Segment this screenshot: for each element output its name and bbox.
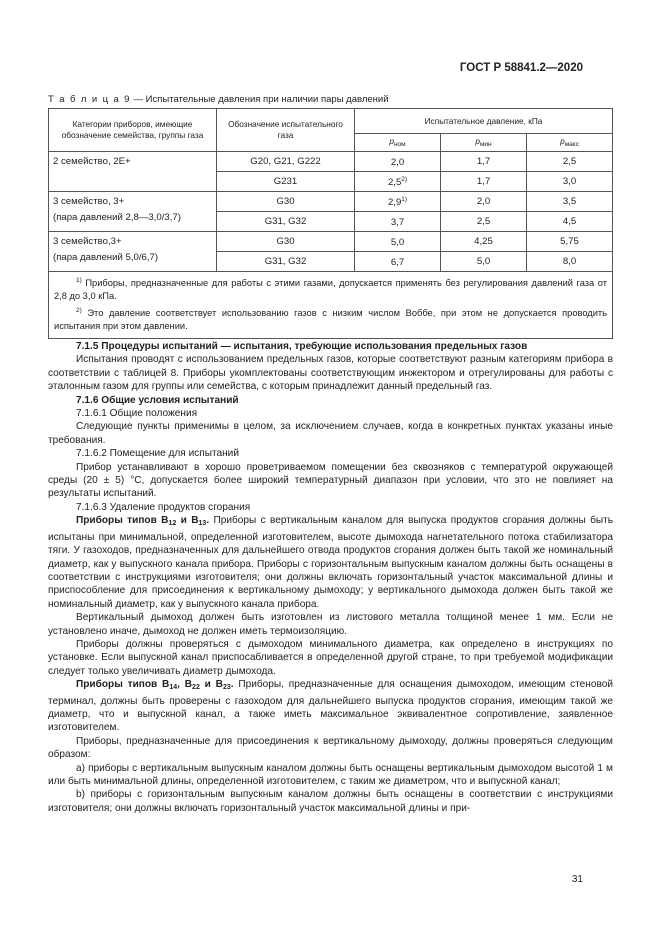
paragraph: Вертикальный дымоход должен быть изготовлен из листового металла толщиной менее 1 мм. Если не установлено иначе, дымоход не должен иметь термоизоляцию. bbox=[48, 612, 613, 637]
p-nom-cell: 2,0 bbox=[355, 152, 441, 172]
col-header-category: Категории приборов, имеющие обозначение семейства, группы газа bbox=[49, 109, 217, 152]
table-row bbox=[49, 192, 613, 212]
gas-cell: G31, G32 bbox=[217, 252, 355, 272]
table-row bbox=[49, 232, 613, 252]
p-nom-cell: 6,7 bbox=[355, 252, 441, 272]
col-header-p-max: $p_{макс}$ bbox=[527, 134, 613, 152]
table-row bbox=[49, 152, 613, 172]
p-min-cell: 4,25 bbox=[441, 232, 527, 252]
table-caption-text: — Испытательные давления при наличии пары давлений bbox=[130, 94, 389, 105]
p-nom-cell: 3,7 bbox=[355, 212, 441, 232]
pressure-table bbox=[48, 108, 613, 339]
paragraph: Приборы, предназначенные для присоединения к вертикальному дымоходу, должны проверяться следующим образом: bbox=[48, 735, 613, 761]
table-footnotes bbox=[49, 272, 613, 339]
gas-cell: G30 bbox=[217, 192, 355, 212]
col-header-gas: Обозначение испытательного газа bbox=[217, 109, 355, 152]
p-min-cell: 1,7 bbox=[441, 152, 527, 172]
p-max-cell: 2,5 bbox=[527, 152, 613, 172]
subsection-heading-7-1-6-3: 7.1.6.3 Удаление продуктов сгорания bbox=[76, 501, 251, 513]
p-max-cell: 4,5 bbox=[527, 212, 613, 232]
gas-cell: G30 bbox=[217, 232, 355, 252]
body-text bbox=[48, 340, 613, 815]
list-item-b: b) приборы с горизонтальным выпускным каналом должны быть оснащены в соответствии с инструкциями изготовителя; они должны включать горизонтальный участок максимальной длины и при- bbox=[48, 789, 613, 814]
category-cell: 3 семейство,3+ (пара давлений 5,0/6,7) bbox=[49, 232, 217, 272]
footnote-2: $^{2)}$ Это давление соответствует использованию газов с низким числом Воббе, при этом не допускается проводить испытания при этом давлении. bbox=[54, 307, 608, 331]
gas-cell: G20, G21, G222 bbox=[217, 152, 355, 172]
gas-cell: G31, G32 bbox=[217, 212, 355, 232]
paragraph-b14: Приборы типов B14, B22 и B23. Приборы, предназначенные для оснащения дымоходом, имеющим стеновой терминал, должны быть проверены с газоходом для дальнейшего выпуска продуктов сгорания, имеющим такой же диаметр, что и выпускной канал, а также иметь максимальное эквивалентное сопротивление, заявленное изготовителем. bbox=[48, 679, 613, 734]
category-cell: 2 семейство, 2E+ bbox=[49, 152, 217, 192]
subsection-heading-7-1-6-2: 7.1.6.2 Помещение для испытаний bbox=[76, 448, 239, 460]
gas-cell: G231 bbox=[217, 172, 355, 192]
paragraph-b12: Приборы типов B12 и B13. Приборы с вертикальным каналом для выпуска продуктов сгорания должны быть испытаны при минимальной, определенной изготовителем, высоте дымохода нагнетательного потока стабилизатора тяги. У газоходов, предназначенных для дальнейшего отвода продуктов сгорания должен быть такой же номинальный диаметр, как у выпускного канала прибора. Приборы с горизонтальным выпускным каналом должны быть оснащены в соответствии с инструкциями изготовителя; они должны включать горизонтальный участок максимальной длины и приспособление для присоединения к вертикальному дымоходу; у вертикального дымохода должен быть такой же номинальный диаметр, как у выпускного канала прибора. bbox=[48, 515, 614, 610]
paragraph: Испытания проводят с использованием предельных газов, которые соответствуют разным категориям прибора в соответствии с таблицей 8. Приборы укомплектованы соответствующим инжектором и отрегулированы для работы с эталонным газом для группы или семейства, с которым принадлежит данный предельный газ. bbox=[48, 354, 613, 393]
paragraph: Следующие пункты применимы в целом, за исключением случаев, когда в конкретных пунктах указаны иные требования. bbox=[48, 421, 613, 446]
p-min-cell: 2,0 bbox=[441, 192, 527, 212]
p-nom-cell: 2,9$^{1)}$ bbox=[355, 192, 441, 212]
p-max-cell: 5,75 bbox=[527, 232, 613, 252]
p-nom-cell: 2,5$^{2)}$ bbox=[355, 172, 441, 192]
p-min-cell: 2,5 bbox=[441, 212, 527, 232]
p-max-cell: 8,0 bbox=[527, 252, 613, 272]
table-caption bbox=[48, 94, 389, 105]
category-cell: 3 семейство, 3+ (пара давлений 2,8—3,0/3,7) bbox=[49, 192, 217, 232]
section-heading-7-1-5: 7.1.5 Процедуры испытаний — испытания, требующие использования предельных газов bbox=[76, 341, 528, 352]
table-caption-prefix: Т а б л и ц а 9 bbox=[48, 94, 131, 105]
p-max-cell: 3,0 bbox=[527, 172, 613, 192]
p-nom-cell: 5,0 bbox=[355, 232, 441, 252]
paragraph: Прибор устанавливают в хорошо проветриваемом помещении без сквозняков с температурой окружающей среды (20 ± 5) °C, допускается более широкий температурный диапазон при условии, что это не повлияет на результаты испытаний. bbox=[48, 461, 613, 500]
section-heading-7-1-6: 7.1.6 Общие условия испытаний bbox=[76, 394, 239, 406]
p-max-cell: 3,5 bbox=[527, 192, 613, 212]
paragraph: Приборы должны проверяться с дымоходом минимального диаметра, как определено в инструкциях по установке. Если выпускной канал приспосабливается в определенной другой стране, то при требуемой модификации следует только увеличивать диаметр дымохода. bbox=[48, 638, 613, 677]
col-header-p-min: $p_{мин}$ bbox=[441, 134, 527, 152]
page-number: 31 bbox=[571, 874, 583, 885]
list-item-a: a) приборы с вертикальным выпускным каналом должны быть оснащены вертикальным дымоходом высотой 1 м или быть минимальной длины, определенной изготовителем, с таким же диаметром, что и выпускной канал; bbox=[48, 762, 613, 787]
subsection-heading-7-1-6-1: 7.1.6.1 Общие положения bbox=[76, 408, 198, 420]
footnote-1: $^{1)}$ Приборы, предназначенные для работы с этими газами, допускается применять без регулирования давлений газа от 2,8 до 3,0 кПа. bbox=[54, 277, 608, 301]
p-min-cell: 1,7 bbox=[441, 172, 527, 192]
document-code: ГОСТ Р 58841.2—2020 bbox=[459, 62, 583, 74]
col-header-p-nom: $p_{ном}$ bbox=[355, 134, 441, 152]
col-header-pressure: Испытательное давление, кПа bbox=[355, 109, 613, 134]
p-min-cell: 5,0 bbox=[441, 252, 527, 272]
